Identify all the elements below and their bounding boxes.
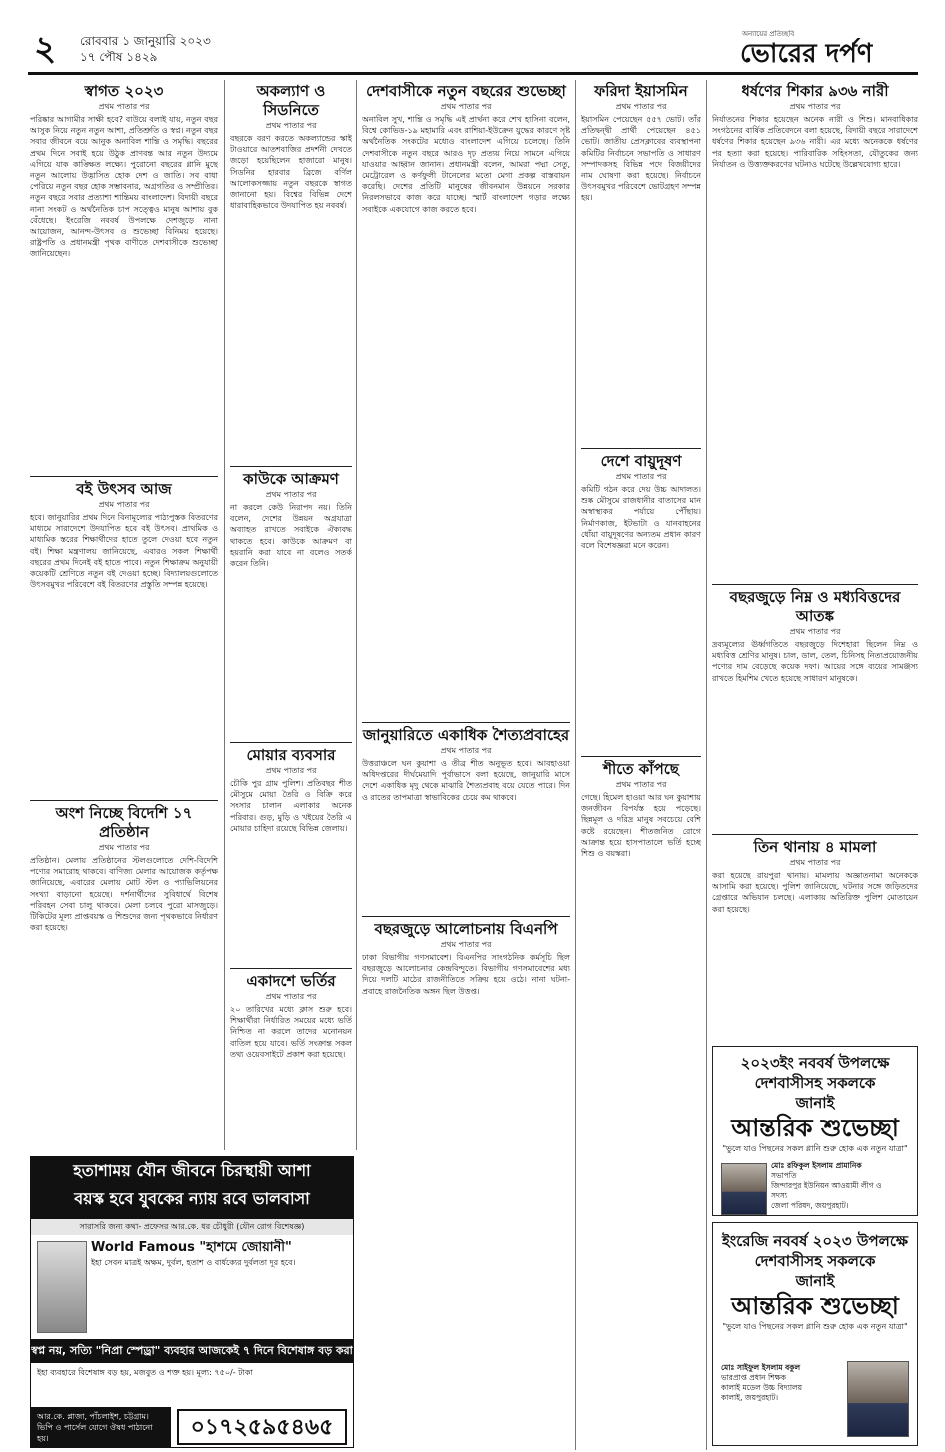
- article-subline: প্রথম পাতার পর: [440, 746, 492, 755]
- section-rule: [581, 756, 701, 757]
- article-title: বছরজুড়ে নিম্ন ও মধ্যবিত্তদের আতঙ্ক: [729, 588, 901, 625]
- article-subline: প্রথম পাতার পর: [265, 766, 317, 775]
- article-body: ঢাকা বিভাগীয় গণসমাবেশ। বিএনপির সাংগঠনিক কর্মসূচি ছিল বছরজুড়ে আলোচনার কেন্দ্রবিন্দুতে। বিভাগীয় গণসমাবেশের মধ্য দিয়ে দলটি মাঠের রাজনীতিতে সক্রিয় হয়ে ওঠে। নানা ঘটনা-প্রবাহে রাজনৈতিক অঙ্গন ছিল উত্তপ্ত।: [362, 953, 570, 996]
- article-title: ফরিদা ইয়াসমিন: [594, 82, 688, 100]
- column-divider: [706, 80, 707, 1450]
- article-okallo-sidney: [230, 82, 352, 462]
- ad-fine-print: ইহা ব্যবহারে বিশেষাঙ্গ বড় হয়, মজবুত ও শক্ত হয়। মূল্য: ৭৫০/- টাকা: [37, 1368, 253, 1377]
- ad-doctor-line: সারাসরি জন্য কথা- প্রফেসর আর.কে. ধর চৌধুরী (যৌন রোগ বিশেষজ্ঞ): [31, 1219, 353, 1235]
- article-body: দ্রব্যমূল্যের ঊর্ধ্বগতিতে বছরজুড়ে দিশেহারা ছিলেন নিম্ন ও মধ্যবিত্ত শ্রেণির মানুষ। চাল, ডাল, তেল, চিনিসহ নিত্যপ্রয়োজনীয় পণ্যের দাম বেড়েছে কয়েক দফা। আয়ের সঙ্গে ব্যয়ের সামঞ্জস্য রাখতে হিমশিম খেতে হয়েছে সাধারণ মানুষকে।: [712, 640, 918, 683]
- masthead: ভোরের দর্পণ: [740, 39, 873, 69]
- greeting-headline: আন্তরিক শুভেচ্ছা: [731, 1291, 899, 1320]
- greeting-occasion: ইংরেজি নববর্ষ ২০২৩ উপলক্ষে: [721, 1232, 909, 1250]
- article-body: কমিটি গঠন করে দেয় উচ্চ আদালত। শুষ্ক মৌসুমে রাজধানীর বাতাসের মান অস্বাস্থ্যকর পর্যায়ে পৌঁছায়। নির্মাণকাজ, ইটভাটা ও যানবাহনের ধোঁয়া বায়ুদূষণের অন্যতম প্রধান কারণ বলে বিশেষজ্ঞরা মনে করেন।: [581, 485, 701, 551]
- ad-address-2: ভিপি ও পার্সেল যোগে ঔষধ পাঠানো হয়।: [37, 1423, 153, 1443]
- ad-strip: স্বপ্ন নয়, সত্যি "নিপ্রা স্পেড্রা" ব্যবহার আজকেই ৭ দিনে বিশেষাঙ্গ বড় করা: [31, 1339, 353, 1363]
- article-ekadoshe-vorti: [230, 972, 352, 1150]
- column-divider: [575, 80, 576, 1450]
- header-rule: [28, 72, 918, 75]
- greeting-ad-1: [712, 1046, 918, 1216]
- article-moyar-byabsa: [230, 746, 352, 966]
- section-rule: [230, 968, 352, 969]
- article-title: অকল্যাণ ও সিডনিতে: [256, 82, 326, 119]
- article-body: পরিষ্কার আগামীর সাক্ষী হবে? বাউয়ে বলাই যায়, নতুন বছর আসুক নিয়ে নতুন নতুন আশা, প্রতিশ্রুতি ও স্বপ্ন। নতুন বছর সবার জীবনে বয়ে আনুক অনাবিল শান্তি ও সমৃদ্ধি। বছরের প্রথম দিনে সবাই হয়ে উঠুক প্রাণবন্ত আর নতুন উদ্যমে এগিয়ে যাক কাঙ্ক্ষিত লক্ষ্যে। পুরোনো বছরের গ্লানি মুছে নতুন আলোয় উদ্ভাসিত হোক দেশ ও জাতি। সব বাধা পেরিয়ে নতুন বছর হোক সম্ভাবনার, অগ্রগতির ও সম্প্রীতির। নতুন বছরে সবার প্রত্যাশা শান্তিময় বাংলাদেশ। বিদায়ী বছরে নানা সংকট ও অর্থনৈতিক চাপ সত্ত্বেও মানুষ আশায় বুক বেঁধেছে। ইংরেজি নববর্ষ উপলক্ষে দেশজুড়ে নানা আয়োজন, আনন্দ-উৎসব ও শুভেচ্ছা বিনিময় হয়েছে। রাষ্ট্রপতি ও প্রধানমন্ত্রী পৃথক বাণীতে দেশবাসীকে শুভেচ্ছা জানিয়েছেন।: [30, 115, 218, 259]
- greeting-janai: জানাই: [795, 1094, 835, 1112]
- greeting-audience: দেশবাসীসহ সকলকে: [754, 1252, 876, 1270]
- ad-headline-1: হতাশাময় যৌন জীবনে চিরস্থায়ী আশা: [73, 1161, 311, 1180]
- column-divider: [224, 80, 225, 1150]
- ad-product-block: [91, 1239, 349, 1335]
- section-rule: [712, 834, 918, 835]
- greeting-quote: "ভুলে যাও পিছনের সকল গ্লানি শুরু হোক এক নতুন যাত্রা": [722, 1322, 908, 1331]
- article-title: বছরজুড়ে আলোচনায় বিএনপি: [374, 920, 558, 938]
- article-body: প্রতিষ্ঠান। মেলায় প্রতিষ্ঠানের স্টলগুলোতে দেশি-বিদেশি পণ্যের সমারোহ থাকবে। বাণিজ্য মেলার আয়োজক কর্তৃপক্ষ জানিয়েছে, এবারের মেলায় মোট স্টল ও প্যাভিলিয়নের সংখ্যা বাড়ানো হয়েছে। দর্শনার্থীদের সুবিধার্থে বিশেষ পরিবহন সেবা চালু থাকবে। মেলা চলবে পুরো মাসজুড়ে। টিকিটের মূল্য প্রাপ্তবয়স্ক ও শিশুদের জন্য পৃথকভাবে নির্ধারণ করা হয়েছে।: [30, 856, 218, 933]
- ad-headline-2: বয়স্ক হবে যুবকের ন্যায় রবে ভালবাসা: [74, 1189, 310, 1208]
- section-rule: [712, 584, 918, 585]
- page-number: ২: [34, 30, 57, 68]
- article-swagat: [30, 82, 218, 474]
- ad-headline-block: [31, 1157, 353, 1219]
- person-role-2: সদস্য: [771, 1191, 788, 1200]
- person-photo: [721, 1163, 767, 1215]
- person-org: জিন্দারপুর ইউনিয়ন আওয়ামী লীগ ও: [771, 1181, 882, 1190]
- ad-address: আর.কে. প্লাজা, পাঁচলাইশ, চট্টগ্রাম।: [37, 1412, 149, 1421]
- article-body: ২০ তারিখের মধ্যে ক্লাস শুরু হবে। শিক্ষার্থীরা নির্ধারিত সময়ের মধ্যে ভর্তি নিশ্চিত না করলে তাদের মনোনয়ন বাতিল হয়ে যাবে। ভর্তি সংক্রান্ত সকল তথ্য ওয়েবসাইটে প্রকাশ করা হয়েছে।: [230, 1005, 352, 1059]
- greeting-audience: দেশবাসীসহ সকলকে: [754, 1074, 876, 1092]
- article-title: জানুয়ারিতে একাধিক শৈত্যপ্রবাহের: [362, 726, 570, 744]
- ad-product-name: World Famous "হাশমে জোয়ানী": [91, 1240, 292, 1255]
- article-bideshi-protishthan: [30, 804, 218, 1150]
- greeting-occasion: ২০২৩ইং নববর্ষ উপলক্ষে: [740, 1054, 890, 1072]
- person-org-2: জেলা পরিষদ, জয়পুরহাট।: [771, 1201, 849, 1210]
- article-title: অংশ নিচ্ছে বিদেশি ১৭ প্রতিষ্ঠান: [55, 804, 193, 841]
- article-title: দেশবাসীকে নতুন বছরের শুভেচ্ছা: [366, 82, 566, 100]
- article-kauke-akromon: [230, 470, 352, 740]
- article-body: উত্তরাঞ্চলে ঘন কুয়াশা ও তীব্র শীত অনুভূত হবে। আবহাওয়া অধিদপ্তরের দীর্ঘমেয়াদি পূর্বাভাসে বলা হয়েছে, জানুয়ারি মাসে দেশে একাধিক মৃদু থেকে মাঝারি শৈত্যপ্রবাহ বয়ে যেতে পারে। দিন ও রাতের তাপমাত্রা স্বাভাবিকের চেয়ে কম থাকবে।: [362, 759, 570, 802]
- bangla-date-line: ১৭ পৌষ ১৪২৯: [80, 50, 158, 64]
- article-shoityoprobah: [362, 726, 570, 916]
- article-bochorjure-bnp: [362, 920, 570, 1445]
- article-subline: প্রথম পাতার পর: [615, 102, 667, 111]
- section-rule: [581, 448, 701, 449]
- article-body: গেছে। হিমেল হাওয়া আর ঘন কুয়াশায় জনজীবন বিপর্যস্ত হয়ে পড়েছে। ছিন্নমূল ও দরিদ্র মানুষ সবচেয়ে বেশি কষ্টে রয়েছেন। শীতজনিত রোগে আক্রান্ত হয়ে হাসপাতালে ভর্তি হচ্ছে শিশু ও বয়স্করা।: [581, 793, 701, 859]
- article-subline: প্রথম পাতার পর: [265, 490, 317, 499]
- article-subline: প্রথম পাতার পর: [615, 472, 667, 481]
- article-sheete-kapche: [581, 760, 701, 1445]
- article-tin-thanay-mamla: [712, 838, 918, 1038]
- article-body: নির্যাতনের শিকার হয়েছেন অনেক নারী ও শিশু। মানবাধিকার সংগঠনের বার্ষিক প্রতিবেদনে বলা হয়েছে, বিদায়ী বছরে সারাদেশে ধর্ষণের শিকার হয়েছেন ৯৩৬ নারী। এর মধ্যে অনেককে ধর্ষণের পর হত্যা করা হয়েছে। পারিবারিক সহিংসতা, যৌতুকের জন্য নির্যাতন ও উত্ত্যক্তকরণের ঘটনাও ঘটেছে উল্লেখযোগ্য হারে।: [712, 115, 918, 169]
- greeting-ad-2: [712, 1222, 918, 1446]
- ad-product-desc: ইহা সেবন মাত্রই অক্ষম, দুর্বল, হতাশ ও বার্ধক্যের দুর্বলতা দূর হবে।: [91, 1258, 296, 1267]
- person-info: [721, 1363, 841, 1439]
- person-name: মোঃ রফিকুল ইসলাম প্রামানিক: [771, 1161, 862, 1170]
- person-role: ভারপ্রাপ্ত প্রধান শিক্ষক: [721, 1373, 786, 1382]
- article-dharshoner-shikar: [712, 82, 918, 582]
- article-subline: প্রথম পাতার পর: [265, 121, 317, 130]
- article-title: একাদশে ভর্তির: [246, 972, 336, 990]
- article-subline: প্রথম পাতার পর: [98, 500, 150, 509]
- section-rule: [30, 476, 218, 477]
- person-org-2: কালাই, জয়পুরহাট।: [721, 1393, 779, 1402]
- person-info: [771, 1161, 913, 1215]
- person-name: মোঃ সাইফুল ইসলাম বকুল: [721, 1363, 801, 1372]
- article-nimno-moddhobitto: [712, 588, 918, 832]
- article-subline: প্রথম পাতার পর: [789, 102, 841, 111]
- doctor-photo: [37, 1241, 87, 1333]
- article-body: করা হয়েছে রায়পুরা থানায়। মামলায় অজ্ঞাতনামা অনেককে আসামি করা হয়েছে। পুলিশ জানিয়েছে, ঘটনার সঙ্গে জড়িতদের গ্রেপ্তারে অভিযান চলছে। এলাকায় অতিরিক্ত পুলিশ মোতায়েন করা হয়েছে।: [712, 871, 918, 914]
- article-body: অনাবিল সুখ, শান্তি ও সমৃদ্ধি এই প্রার্থনা করে শেখ হাসিনা বলেন, বিশ্বে কোভিড-১৯ মহামারি এবং রাশিয়া-ইউক্রেন যুদ্ধের কারণে সৃষ্ট অর্থনৈতিক সংকটের মধ্যেও বাংলাদেশ এগিয়ে চলেছে। তিনি দেশবাসীকে নতুন বছরে আরও দৃঢ় প্রত্যয় নিয়ে সামনে এগিয়ে যাওয়ার আহ্বান জানান। প্রধানমন্ত্রী বলেন, আমরা পদ্মা সেতু, মেট্রোরেল ও কর্ণফুলী টানেলের মতো মেগা প্রকল্প বাস্তবায়ন করেছি। দেশের প্রতিটি মানুষের জীবনমান উন্নয়নে সরকার নিরলসভাবে কাজ করে যাচ্ছে। স্মার্ট বাংলাদেশ গড়ার লক্ষ্যে সবাইকে একযোগে কাজ করতে হবে।: [362, 115, 570, 214]
- ad-phone: ০১৭২৫৯৫৪৬৫: [177, 1409, 347, 1445]
- article-title: বই উৎসব আজ: [76, 480, 172, 498]
- article-body: বছরকে বরণ করতে অকল্যান্ডের স্কাই টাওয়ারে আতশবাজির প্রদর্শনী দেখতে জড়ো হয়েছিলেন হাজারো মানুষ। সিডনির হারবার ব্রিজে বর্ণিল আলোকসজ্জায় নতুন বছরকে স্বাগত জানানো হয়। বিশ্বের বিভিন্ন দেশে ধারাবাহিকভাবে উদযাপিত হয় নববর্ষ।: [230, 134, 352, 211]
- article-title: মোয়ার ব্যবসার: [246, 746, 336, 764]
- section-rule: [230, 742, 352, 743]
- masthead-tagline: অন্যায়ের প্রতিচ্ছবি: [742, 30, 795, 38]
- article-subline: প্রথম পাতার পর: [615, 780, 667, 789]
- section-rule: [30, 800, 218, 801]
- article-subline: প্রথম পাতার পর: [440, 102, 492, 111]
- article-deshe-bayudushon: [581, 452, 701, 752]
- ad-address-block: [31, 1407, 171, 1447]
- article-subline: প্রথম পাতার পর: [440, 940, 492, 949]
- article-title: ধর্ষণের শিকার ৯৩৬ নারী: [741, 82, 889, 100]
- article-title: তিন থানায় ৪ মামলা: [753, 838, 877, 856]
- article-subline: প্রথম পাতার পর: [265, 992, 317, 1001]
- article-body: হবে। জানুয়ারির প্রথম দিনে বিনামূল্যের পাঠ্যপুস্তক বিতরণের মাধ্যমে সারাদেশে উদযাপিত হবে বই উৎসব। প্রাথমিক ও মাধ্যমিক স্তরের শিক্ষার্থীদের হাতে তুলে দেওয়া হবে নতুন বই। শিক্ষা মন্ত্রণালয় জানিয়েছে, এবারও সকল শিক্ষার্থী বছরের প্রথম দিনেই বই হাতে পাবে। নতুন শিক্ষাক্রম অনুযায়ী কয়েকটি শ্রেণিতে নতুন বই দেওয়া হচ্ছে। বিদ্যালয়গুলোতে উৎসবমুখর পরিবেশে বই বিতরণের প্রস্তুতি সম্পন্ন হয়েছে।: [30, 513, 218, 590]
- greeting-janai: জানাই: [795, 1272, 835, 1290]
- article-title: কাউকে আক্রমণ: [243, 470, 339, 488]
- article-subline: প্রথম পাতার পর: [789, 858, 841, 867]
- article-title: দেশে বায়ুদূষণ: [600, 452, 682, 470]
- article-body: চৌকি পুর গ্রাম পুলিশ। প্রতিবছর শীত মৌসুমে মোয়া তৈরি ও বিক্রি করে সংসার চালান এলাকার অনেক পরিবার। গুড়, মুড়ি ও খইয়ের তৈরি এ মোয়ার চাহিদা রয়েছে বিভিন্ন জেলায়।: [230, 779, 352, 833]
- column-divider: [356, 80, 357, 1150]
- person-org: কালাই মডেল উচ্চ বিদ্যালয়: [721, 1383, 803, 1392]
- article-title: শীতে কাঁপছে: [603, 760, 679, 778]
- classified-ad: [30, 1156, 354, 1448]
- greeting-quote: "ভুলে যাও পিছনের সকল গ্লানি শুরু হোক এক নতুন যাত্রা": [722, 1144, 908, 1153]
- article-title: স্বাগত ২০২৩: [84, 82, 164, 100]
- person-role: সভাপতি: [771, 1171, 797, 1180]
- article-boi-utsob: [30, 480, 218, 798]
- article-subline: প্রথম পাতার পর: [98, 102, 150, 111]
- person-photo: [847, 1361, 909, 1437]
- date-line: রোববার ১ জানুয়ারি ২০২৩: [80, 34, 211, 48]
- article-body: ইয়াসমিন পেয়েছেন ৫৫৭ ভোট। তাঁর প্রতিদ্বন্দ্বী প্রার্থী পেয়েছেন ৪৫১ ভোট। জাতীয় প্রেসক্লাবের ব্যবস্থাপনা কমিটির নির্বাচনে সভাপতি ও সাধারণ সম্পাদকসহ বিভিন্ন পদে বিজয়ীদের নাম ঘোষণা করা হয়েছে। নির্বাচনে উৎসবমুখর পরিবেশে ভোটগ্রহণ সম্পন্ন হয়।: [581, 115, 701, 203]
- article-farida-yasmin: [581, 82, 701, 442]
- article-subline: প্রথম পাতার পর: [789, 627, 841, 636]
- section-rule: [362, 916, 570, 917]
- article-body: না করলে কেউ নিরাপদ নয়। তিনি বলেন, দেশের উন্নয়ন অগ্রযাত্রা অব্যাহত রাখতে সবাইকে ঐক্যবদ্ধ থাকতে হবে। কাউকে আক্রমণ বা হয়রানি করা যাবে না বলেও সতর্ক করেন তিনি।: [230, 503, 352, 569]
- section-rule: [230, 466, 352, 467]
- article-deshbashike-shubhechha: [362, 82, 570, 662]
- article-subline: প্রথম পাতার পর: [98, 843, 150, 852]
- greeting-headline: আন্তরিক শুভেচ্ছা: [731, 1113, 899, 1142]
- section-rule: [362, 722, 570, 723]
